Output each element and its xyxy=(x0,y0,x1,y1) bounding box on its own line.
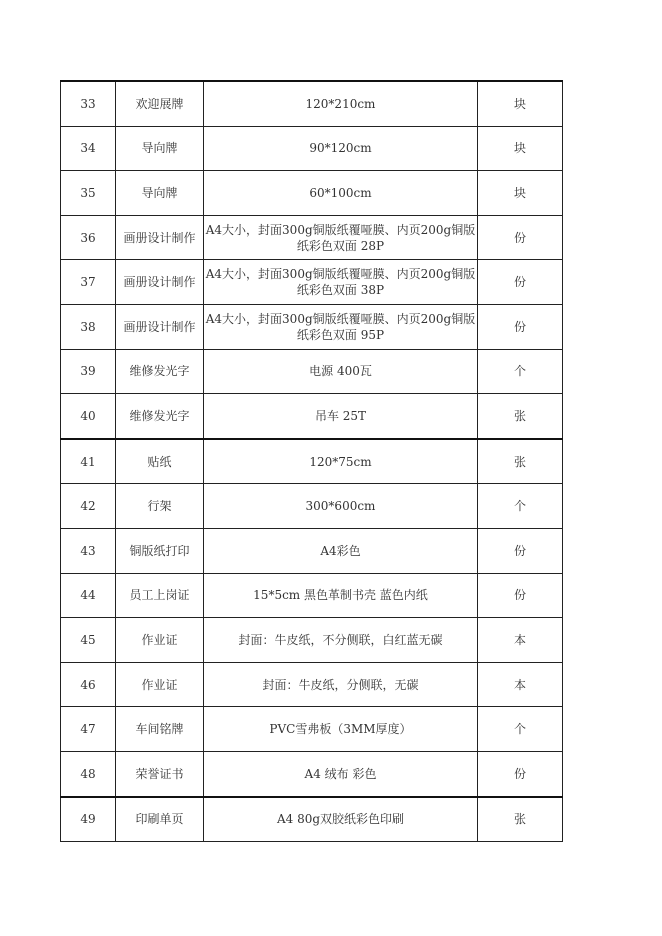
item-name: 作业证 xyxy=(116,618,204,663)
item-number: 43 xyxy=(61,528,116,573)
table-row xyxy=(61,215,563,260)
table-row xyxy=(61,528,563,573)
item-unit: 份 xyxy=(478,573,563,618)
item-spec: 封面：牛皮纸，不分侧联，白红蓝无碳 xyxy=(204,618,478,663)
item-number: 42 xyxy=(61,484,116,529)
item-name: 贴纸 xyxy=(116,439,204,484)
item-name: 画册设计制作 xyxy=(116,260,204,305)
item-name: 铜版纸打印 xyxy=(116,528,204,573)
table-row xyxy=(61,797,563,842)
item-name: 作业证 xyxy=(116,662,204,707)
item-number: 38 xyxy=(61,304,116,349)
item-name: 欢迎展牌 xyxy=(116,81,204,126)
table-row xyxy=(61,573,563,618)
item-name: 导向牌 xyxy=(116,171,204,216)
item-number: 41 xyxy=(61,439,116,484)
item-spec: 15*5cm 黑色革制书壳 蓝色内纸 xyxy=(204,573,478,618)
item-spec: PVC雪弗板（3MM厚度） xyxy=(204,707,478,752)
item-unit: 块 xyxy=(478,81,563,126)
item-name: 画册设计制作 xyxy=(116,304,204,349)
table-row xyxy=(61,662,563,707)
table-row xyxy=(61,304,563,349)
item-number: 36 xyxy=(61,215,116,260)
item-name: 维修发光字 xyxy=(116,349,204,394)
item-number: 48 xyxy=(61,751,116,796)
item-number: 47 xyxy=(61,707,116,752)
table-row xyxy=(61,349,563,394)
item-number: 44 xyxy=(61,573,116,618)
item-name: 车间铭牌 xyxy=(116,707,204,752)
item-unit: 张 xyxy=(478,797,563,842)
table-row xyxy=(61,751,563,796)
item-number: 33 xyxy=(61,81,116,126)
item-spec: A4彩色 xyxy=(204,528,478,573)
item-name: 荣誉证书 xyxy=(116,751,204,796)
table-row xyxy=(61,171,563,216)
item-unit: 本 xyxy=(478,662,563,707)
item-name: 导向牌 xyxy=(116,126,204,171)
item-unit: 个 xyxy=(478,707,563,752)
item-number: 46 xyxy=(61,662,116,707)
item-unit: 块 xyxy=(478,126,563,171)
table-row xyxy=(61,439,563,484)
table-row xyxy=(61,126,563,171)
item-spec: 电源 400瓦 xyxy=(204,349,478,394)
item-name: 维修发光字 xyxy=(116,394,204,439)
table-row xyxy=(61,394,563,439)
item-spec: A4大小，封面300g铜版纸覆哑膜、内页200g铜版纸彩色双面 28P xyxy=(204,215,478,260)
item-unit: 份 xyxy=(478,751,563,796)
item-spec: 90*120cm xyxy=(204,126,478,171)
item-number: 35 xyxy=(61,171,116,216)
item-spec: A4大小，封面300g铜版纸覆哑膜、内页200g铜版纸彩色双面 95P xyxy=(204,304,478,349)
item-name: 员工上岗证 xyxy=(116,573,204,618)
table-row xyxy=(61,618,563,663)
item-name: 画册设计制作 xyxy=(116,215,204,260)
item-unit: 个 xyxy=(478,349,563,394)
item-unit: 份 xyxy=(478,215,563,260)
table-row xyxy=(61,707,563,752)
item-number: 45 xyxy=(61,618,116,663)
item-spec: 吊车 25T xyxy=(204,394,478,439)
item-unit: 份 xyxy=(478,304,563,349)
item-unit: 份 xyxy=(478,260,563,305)
item-spec: A4大小，封面300g铜版纸覆哑膜、内页200g铜版纸彩色双面 38P xyxy=(204,260,478,305)
items-table-body xyxy=(61,81,563,842)
table-row xyxy=(61,484,563,529)
item-spec: 120*75cm xyxy=(204,439,478,484)
table-row xyxy=(61,260,563,305)
table-row xyxy=(61,81,563,126)
item-unit: 块 xyxy=(478,171,563,216)
item-spec: 120*210cm xyxy=(204,81,478,126)
item-spec: 300*600cm xyxy=(204,484,478,529)
item-spec: A4 绒布 彩色 xyxy=(204,751,478,796)
item-spec: 60*100cm xyxy=(204,171,478,216)
item-unit: 张 xyxy=(478,394,563,439)
item-unit: 本 xyxy=(478,618,563,663)
item-unit: 张 xyxy=(478,439,563,484)
item-number: 37 xyxy=(61,260,116,305)
item-spec: A4 80g双胶纸彩色印刷 xyxy=(204,797,478,842)
item-number: 49 xyxy=(61,797,116,842)
item-spec: 封面：牛皮纸，分侧联，无碳 xyxy=(204,662,478,707)
item-unit: 个 xyxy=(478,484,563,529)
item-unit: 份 xyxy=(478,528,563,573)
item-number: 40 xyxy=(61,394,116,439)
items-table xyxy=(60,80,563,842)
item-name: 行架 xyxy=(116,484,204,529)
item-number: 39 xyxy=(61,349,116,394)
item-name: 印刷单页 xyxy=(116,797,204,842)
item-number: 34 xyxy=(61,126,116,171)
